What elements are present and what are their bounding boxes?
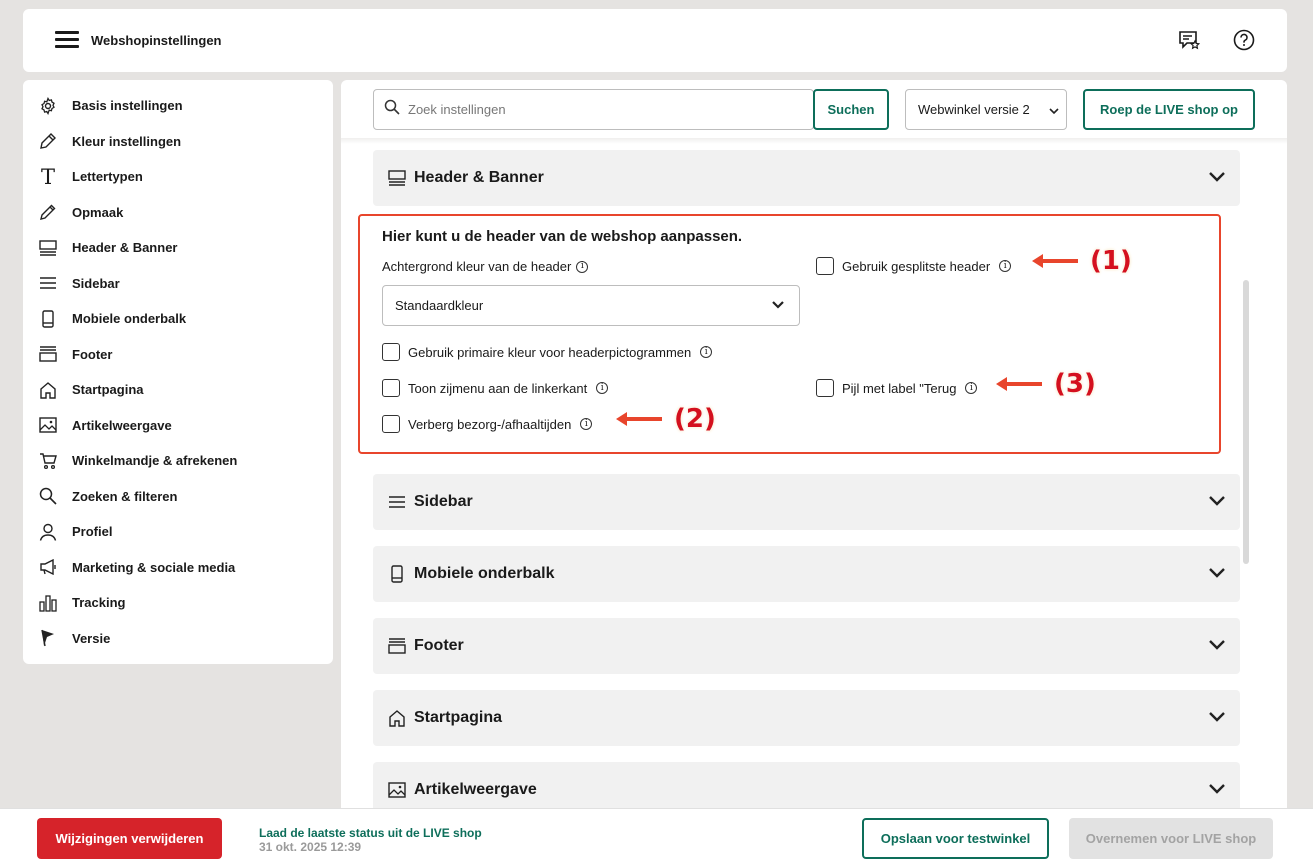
- sidebar-item-label: Profiel: [72, 524, 113, 540]
- sidebar-item-label: Kleur instellingen: [72, 133, 182, 149]
- annotation-1: [1030, 246, 1132, 276]
- top-bar: [23, 9, 1287, 72]
- megaphone-icon: [37, 556, 59, 578]
- accordion-title: Startpagina: [414, 709, 503, 726]
- delete-changes-button[interactable]: Wijzigingen verwijderen: [37, 818, 222, 859]
- chevron-down-icon: [1208, 170, 1226, 189]
- chevron-down-icon: [771, 299, 785, 314]
- hide-times-option: [382, 415, 592, 433]
- annotation-3: [994, 369, 1096, 399]
- sidebar-item-basis-instellingen[interactable]: [23, 88, 333, 124]
- sidebar-item-label: Versie: [72, 630, 111, 646]
- accordion-title: Artikelweergave: [414, 781, 537, 798]
- color-picker-icon: [37, 130, 59, 152]
- sidebar-item-tracking[interactable]: [23, 585, 333, 621]
- gear-icon: [37, 95, 59, 117]
- info-icon[interactable]: i: [700, 346, 712, 358]
- page-title: Webshopinstellingen: [91, 33, 222, 48]
- bg-color-select-value: Standaardkleur: [395, 298, 484, 313]
- font-icon: T: [40, 164, 55, 189]
- search-icon: [37, 485, 59, 507]
- home-icon: [37, 379, 59, 401]
- sidebar-item-opmaak[interactable]: [23, 195, 333, 231]
- feedback-icon[interactable]: [1176, 27, 1202, 53]
- load-live-status-link[interactable]: Laad de laatste status uit de LIVE shop: [259, 826, 482, 840]
- settings-main: [341, 80, 1287, 810]
- chevron-down-icon: [1048, 104, 1060, 119]
- chevron-down-icon: [1208, 710, 1226, 729]
- list-icon: [37, 272, 59, 294]
- back-arrow-label: Pijl met label "Terug: [842, 380, 957, 396]
- bg-color-label-text: Achtergrond kleur van de header: [382, 259, 572, 274]
- panel-title: Hier kunt u de header van de webshop aanpassen.: [382, 228, 743, 245]
- hide-times-checkbox[interactable]: [382, 415, 400, 433]
- sidebar-item-kleur-instellingen[interactable]: [23, 124, 333, 160]
- back-arrow-checkbox[interactable]: [816, 379, 834, 397]
- search-box: [373, 89, 814, 130]
- bg-color-label: [382, 259, 588, 274]
- sidebar-item-winkelmandje[interactable]: [23, 443, 333, 479]
- image-icon: [386, 782, 408, 798]
- home-icon: [386, 709, 408, 727]
- apply-live-shop-button[interactable]: Overnemen voor LIVE shop: [1069, 818, 1273, 859]
- sidebar-item-label: Startpagina: [72, 382, 144, 398]
- chevron-down-icon: [1208, 494, 1226, 513]
- sidebar-item-profiel[interactable]: [23, 514, 333, 550]
- info-icon[interactable]: i: [965, 382, 977, 394]
- footer-icon: [386, 638, 408, 654]
- accordion-footer[interactable]: [373, 618, 1240, 674]
- accordion-title: Sidebar: [414, 493, 473, 510]
- split-header-checkbox[interactable]: [816, 257, 834, 275]
- version-select-value: Webwinkel versie 2: [918, 102, 1030, 117]
- primary-color-label: Gebruik primaire kleur voor headerpictogrammen: [408, 344, 692, 360]
- footer-icon: [37, 343, 59, 365]
- bg-color-select[interactable]: [382, 285, 800, 326]
- mobile-icon: [386, 565, 408, 583]
- sidebar-item-label: Opmaak: [72, 204, 124, 220]
- info-icon[interactable]: i: [999, 260, 1011, 272]
- sidebar-item-versie[interactable]: [23, 621, 333, 657]
- sidebar-item-lettertypen[interactable]: [23, 159, 333, 195]
- search-input[interactable]: [408, 102, 798, 117]
- arrow-left-icon: [994, 376, 1044, 392]
- hamburger-menu-icon[interactable]: [55, 31, 79, 49]
- call-live-shop-button[interactable]: Roep de LIVE shop op: [1083, 89, 1255, 130]
- side-menu-checkbox[interactable]: [382, 379, 400, 397]
- sidebar-item-footer[interactable]: [23, 337, 333, 373]
- settings-sidebar: [23, 80, 333, 664]
- chevron-down-icon: [1208, 782, 1226, 801]
- sidebar-item-zoeken-filteren[interactable]: [23, 479, 333, 515]
- info-icon[interactable]: i: [596, 382, 608, 394]
- sidebar-item-label: Marketing & sociale media: [72, 559, 236, 575]
- chevron-down-icon: [1208, 638, 1226, 657]
- sidebar-item-marketing[interactable]: [23, 550, 333, 586]
- accordion-header-banner[interactable]: [373, 150, 1240, 206]
- search-icon: [384, 99, 400, 120]
- search-button[interactable]: Suchen: [813, 89, 889, 130]
- help-icon[interactable]: [1231, 27, 1257, 53]
- annotation-2: [614, 404, 716, 434]
- side-menu-option: [382, 379, 608, 397]
- primary-color-option: [382, 343, 712, 361]
- header-icon: [37, 237, 59, 259]
- version-select[interactable]: [905, 89, 1067, 130]
- sidebar-item-label: Mobiele onderbalk: [72, 311, 187, 327]
- accordion-startpagina[interactable]: [373, 690, 1240, 746]
- sidebar-item-label: Sidebar: [72, 275, 120, 291]
- arrow-left-icon: [614, 411, 664, 427]
- header-icon: [386, 170, 408, 186]
- save-test-shop-button[interactable]: Opslaan voor testwinkel: [862, 818, 1049, 859]
- bar-chart-icon: [37, 592, 59, 614]
- accordion-artikelweergave[interactable]: [373, 762, 1240, 810]
- footer-action-bar: [0, 808, 1313, 867]
- sidebar-item-label: Lettertypen: [72, 169, 143, 185]
- accordion-mobiele-onderbalk[interactable]: [373, 546, 1240, 602]
- info-icon[interactable]: i: [580, 418, 592, 430]
- sidebar-item-label: Header & Banner: [72, 240, 178, 256]
- sidebar-item-label: Zoeken & filteren: [72, 488, 178, 504]
- user-icon: [37, 521, 59, 543]
- status-timestamp: 31 okt. 2025 12:39: [259, 840, 362, 854]
- arrow-left-icon: [1030, 253, 1080, 269]
- accordion-sidebar[interactable]: [373, 474, 1240, 530]
- primary-color-checkbox[interactable]: [382, 343, 400, 361]
- sidebar-item-label: Artikelweergave: [72, 417, 172, 433]
- split-header-option: [816, 257, 1011, 275]
- hide-times-label: Verberg bezorg-/afhaaltijden: [408, 416, 572, 432]
- back-arrow-option: [816, 379, 977, 397]
- pencil-icon: [37, 201, 59, 223]
- sidebar-item-header-banner[interactable]: [23, 230, 333, 266]
- sidebar-item-artikelweergave[interactable]: [23, 408, 333, 444]
- accordion-title: Header & Banner: [414, 169, 544, 186]
- header-settings-panel: [358, 214, 1221, 454]
- flag-icon: [37, 627, 59, 649]
- sidebar-item-sidebar[interactable]: [23, 266, 333, 302]
- sidebar-item-label: Footer: [72, 346, 113, 362]
- scrollbar[interactable]: [1243, 280, 1249, 564]
- chevron-down-icon: [1208, 566, 1226, 585]
- sidebar-item-label: Winkelmandje & afrekenen: [72, 453, 238, 469]
- info-icon[interactable]: i: [576, 261, 588, 273]
- sidebar-item-startpagina[interactable]: [23, 372, 333, 408]
- image-icon: [37, 414, 59, 436]
- side-menu-label: Toon zijmenu aan de linkerkant: [408, 380, 588, 396]
- annotation-label: (1): [1090, 246, 1132, 276]
- toolbar-divider: [341, 138, 1287, 144]
- accordion-title: Footer: [414, 637, 464, 654]
- annotation-label: (3): [1054, 369, 1096, 399]
- split-header-label: Gebruik gesplitste header: [842, 258, 991, 274]
- sidebar-item-label: Basis instellingen: [72, 98, 183, 114]
- list-icon: [386, 495, 408, 509]
- annotation-label: (2): [674, 404, 716, 434]
- cart-icon: [37, 450, 59, 472]
- mobile-icon: [37, 308, 59, 330]
- sidebar-item-mobiele-onderbalk[interactable]: [23, 301, 333, 337]
- accordion-title: Mobiele onderbalk: [414, 565, 555, 582]
- sidebar-item-label: Tracking: [72, 595, 126, 611]
